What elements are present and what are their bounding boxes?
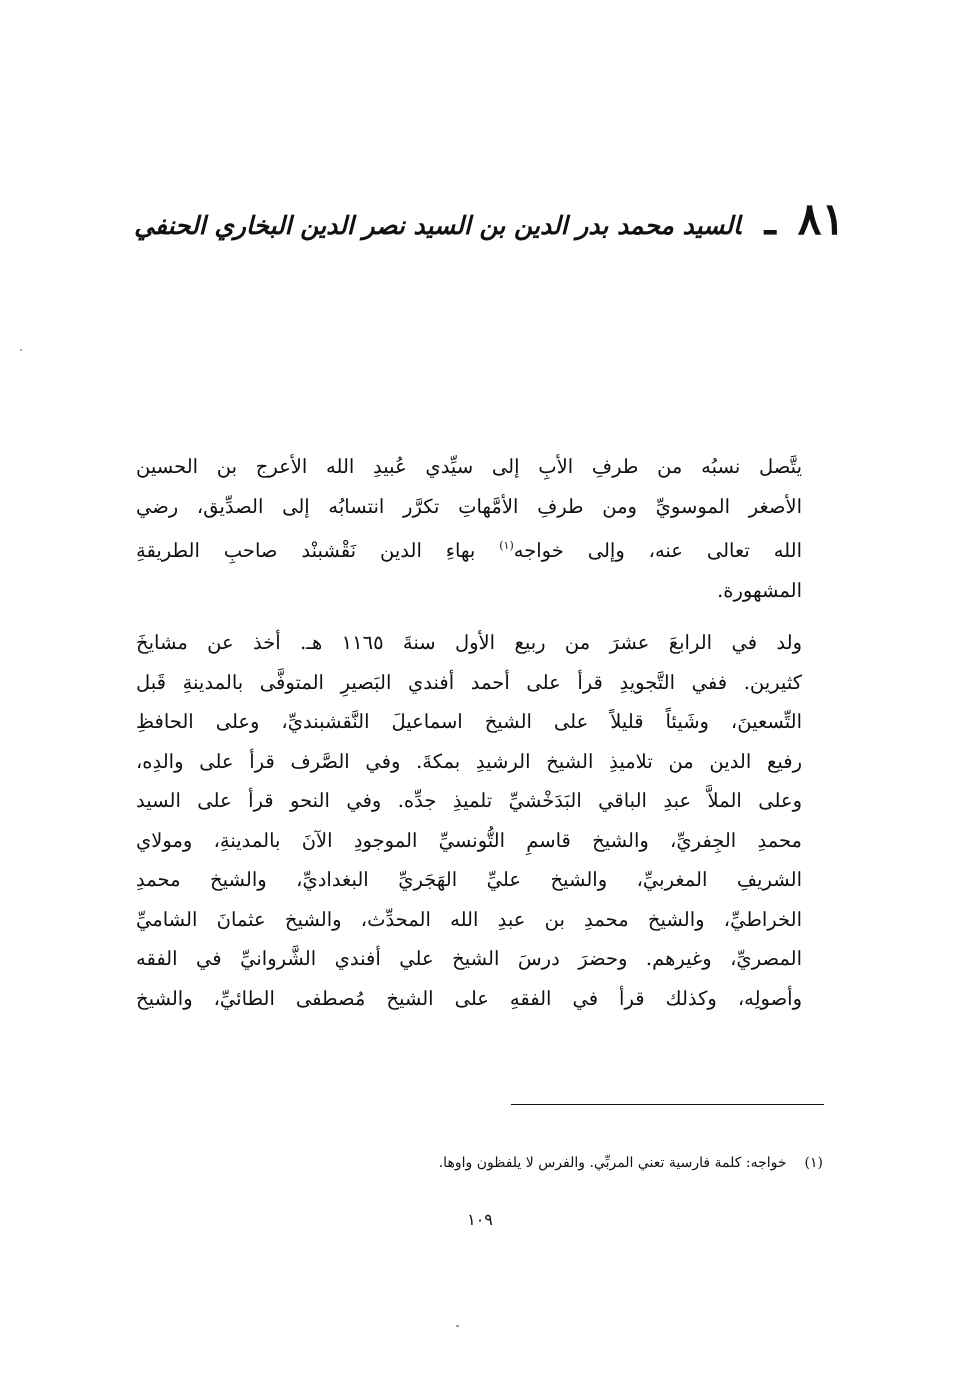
footnote-text: خواجه: كلمة فارسية تعني المربِّي. والفرس لا يلفظون واوها. [438, 1155, 787, 1171]
text-segment: الله تعالى عنه، وإلى خواجه [513, 539, 802, 562]
page-number: ١٠٩ [467, 1210, 493, 1229]
chapter-title: السيد محمد بدر الدين بن السيد نصر الدين البخاري الحنفي [134, 211, 741, 240]
text-line: رفيع الدين من تلاميذِ الشيخ الرشيدِ بمكةَ. وفي الصَّرف قرأ على والدِه، [136, 749, 802, 773]
text-line: المصريِّ، وغيرهم. وحضرَ درسَ الشيخ علي أفندي الشَّروانيِّ في الفقه [136, 947, 802, 970]
body-text [136, 447, 828, 1018]
text-line [136, 526, 828, 571]
footnote-reference: (١) [499, 539, 514, 552]
footnote-divider [511, 1104, 824, 1105]
text-line: المشهورة. [717, 578, 802, 602]
chapter-number: ٨١ [797, 194, 845, 245]
paragraph-1 [136, 447, 828, 610]
text-line: الخراطيِّ، والشيخ محمدِ بن عبدِ الله المحدِّث، والشيخ عثمانَ الشاميِّ [136, 907, 802, 931]
paragraph-2 [136, 623, 828, 1018]
text-line: محمدِ الجِفريِّ، والشيخ قاسمِ التُّونسيِّ الموجودِ الآنَ بالمدينةِ، ومولاي [136, 828, 802, 852]
chapter-dash: ـ [764, 198, 776, 243]
text-line: ولد في الرابعَ عشرَ من ربيع الأول سنةَ ١١٦٥ هـ. أخذ عن مشايخَ [136, 631, 802, 654]
text-line: الشريفِ المغربيِّ، والشيخ عليِّ الهَجَريِّ البغداديِّ، والشيخ محمدِ [136, 868, 802, 891]
text-line: التِّسعينَ، وشَيئاً قليلاً على الشيخ اسماعيلَ النَّقشبنديِّ، وعلى الحافظِ [136, 710, 802, 733]
footnote-number: (١) [804, 1155, 823, 1171]
text-line: وعلى الملاَّ عبدِ الباقي البَدَخْشيِّ تلميذِ جدِّه. وفي النحو قرأ على السيد [136, 789, 802, 812]
scan-speck [456, 1325, 459, 1327]
chapter-heading [134, 180, 845, 260]
text-line: الأصغر الموسويِّ ومن طرفِ الأمَّهاتِ تكرَّر انتسابُه إلى الصدِّيق، رضي [136, 494, 802, 518]
footnote [263, 1148, 823, 1178]
scan-speck [20, 349, 22, 351]
text-line: وأصولِه، وكذلك قرأ في الفقهِ على الشيخ مُصطفى الطائيِّ، والشيخ [136, 986, 802, 1010]
text-line: كثيرين. ففي التَّجويدِ قرأ على أحمد أفندي البَصيرِ المتوفَّى بالمدينةِ قَبل [136, 670, 802, 694]
text-line: يتَّصل نسبُه من طرفِ الأبِ إلى سيِّدي عُبيدِ الله الأعرج بن الحسين [136, 455, 802, 478]
text-segment: بهاءِ الدين نَقْشبنْد صاحبِ الطريقةِ [136, 539, 476, 562]
